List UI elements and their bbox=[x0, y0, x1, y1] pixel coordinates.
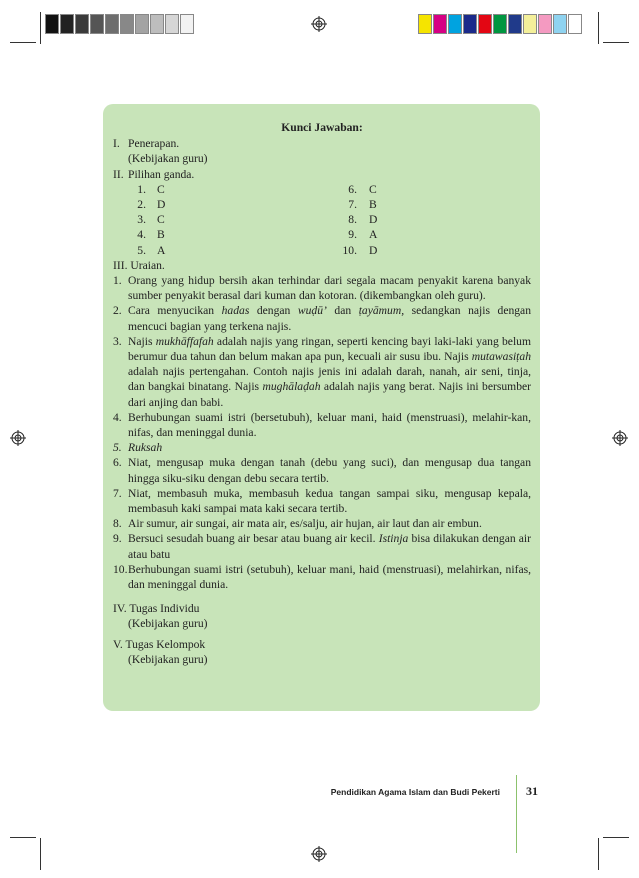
section-pilihan-ganda bbox=[113, 167, 531, 182]
color-swatch bbox=[120, 14, 134, 34]
section-label: Pilihan ganda. bbox=[128, 167, 195, 181]
color-swatch bbox=[418, 14, 432, 34]
color-bar-cmyk bbox=[418, 14, 583, 34]
answer-key-content bbox=[113, 120, 531, 667]
color-swatch bbox=[523, 14, 537, 34]
color-swatch bbox=[463, 14, 477, 34]
color-swatch bbox=[60, 14, 74, 34]
list-item: 7. Niat, membasuh muka, membasuh kedua tangan sampai siku, mengusap kepala, membasuh kaki sampai mata kaki secara tertib. bbox=[113, 486, 531, 515]
section-tugas-individu: IV. Tugas Individu bbox=[113, 602, 200, 616]
color-swatch bbox=[553, 14, 567, 34]
list-item: 10. Berhubungan suami istri (setubuh), keluar mani, haid (menstruasi), melahirkan, nifas, dan meninggal dunia. bbox=[113, 562, 531, 592]
section-number: II. bbox=[113, 167, 124, 181]
color-swatch bbox=[180, 14, 194, 34]
answer-row: 5. A 10. D bbox=[137, 243, 378, 257]
list-item: 3. Najis mukhāffafah adalah najis yang ringan, seperti kencing bayi laki-laki yang belum berumur dua tahun dan belum makan apa pun, kecuali air susu ibu. Najis mutawasiṭah adalah najis pertengahan. Contoh najis jenis ini adalah darah, nanah, air seni, tinja, dan bangkai binatang. Najis mughālaḍah adalah najis yang berat. Najis ini bersumber dari anjing dan babi. bbox=[113, 334, 531, 409]
section-note: (Kebijakan guru) bbox=[128, 152, 208, 166]
section-penerapan bbox=[113, 136, 531, 151]
list-item: 2. Cara menyucikan hadas dengan wuḍū’ dan ṭayāmum, sedangkan najis dengan mencuci bagian yang terkena najis. bbox=[113, 304, 532, 333]
book-title: Pendidikan Agama Islam dan Budi Pekerti bbox=[330, 787, 500, 797]
list-item: 6. Niat, mengusap muka dengan tanah (debu yang suci), dan mengusap dua tangan hingga siku-siku dengan debu secara tertib. bbox=[113, 456, 531, 485]
color-swatch bbox=[75, 14, 89, 34]
page-title: Kunci Jawaban: bbox=[281, 121, 363, 134]
registration-mark-icon bbox=[10, 430, 26, 446]
section-number: I. bbox=[113, 137, 120, 151]
list-item: 9. Bersuci sesudah buang air besar atau buang air kecil. Istinja bisa dilakukan dengan air atau batu bbox=[113, 532, 532, 561]
crop-mark bbox=[598, 12, 599, 44]
list-item: 8. Air sumur, air sungai, air mata air, es/salju, air hujan, air laut dan air embun. bbox=[113, 517, 482, 531]
crop-mark bbox=[40, 838, 41, 870]
footer-divider bbox=[516, 775, 517, 853]
color-swatch bbox=[90, 14, 104, 34]
color-swatch bbox=[448, 14, 462, 34]
multiple-choice-answers bbox=[113, 182, 531, 258]
color-bar-grayscale bbox=[45, 14, 195, 34]
section-tugas-kelompok: V. Tugas Kelompok bbox=[113, 637, 206, 651]
answer-row: 3. C 8. D bbox=[137, 213, 378, 227]
crop-mark bbox=[10, 42, 36, 43]
page-number: 31 bbox=[526, 784, 538, 798]
registration-mark-icon bbox=[311, 846, 327, 862]
color-swatch bbox=[105, 14, 119, 34]
color-swatch bbox=[165, 14, 179, 34]
list-item: 4. Berhubungan suami istri (bersetubuh), keluar mani, haid (menstruasi), melahir-kan, nifas, dan meninggal dunia. bbox=[113, 410, 531, 439]
section-note: (Kebijakan guru) bbox=[128, 617, 208, 631]
color-swatch bbox=[433, 14, 447, 34]
color-swatch bbox=[45, 14, 59, 34]
registration-mark-icon bbox=[311, 16, 327, 32]
answer-row: 1. C 6. C bbox=[137, 182, 377, 196]
section-label: Penerapan. bbox=[128, 137, 180, 151]
color-swatch bbox=[493, 14, 507, 34]
crop-mark bbox=[40, 12, 41, 44]
section-uraian-label: III. Uraian. bbox=[113, 258, 165, 272]
color-swatch bbox=[508, 14, 522, 34]
crop-mark bbox=[603, 837, 629, 838]
color-swatch bbox=[538, 14, 552, 34]
answer-row: 2. D 7. B bbox=[137, 198, 377, 211]
list-item: 5. Ruksah bbox=[113, 441, 163, 455]
color-swatch bbox=[150, 14, 164, 34]
section-note: (Kebijakan guru) bbox=[128, 652, 208, 666]
color-swatch bbox=[478, 14, 492, 34]
color-swatch bbox=[135, 14, 149, 34]
crop-mark bbox=[603, 42, 629, 43]
registration-mark-icon bbox=[612, 430, 628, 446]
crop-mark bbox=[598, 838, 599, 870]
crop-mark bbox=[10, 837, 36, 838]
color-swatch bbox=[568, 14, 582, 34]
list-item: 1. Orang yang hidup bersih akan terhindar dari segala macam penyakit karena banyak sumber penyakit berasal dari kuman dan kotoran. (dikembangkan oleh guru). bbox=[113, 273, 531, 303]
answer-row: 4. B 9. A bbox=[137, 228, 378, 242]
